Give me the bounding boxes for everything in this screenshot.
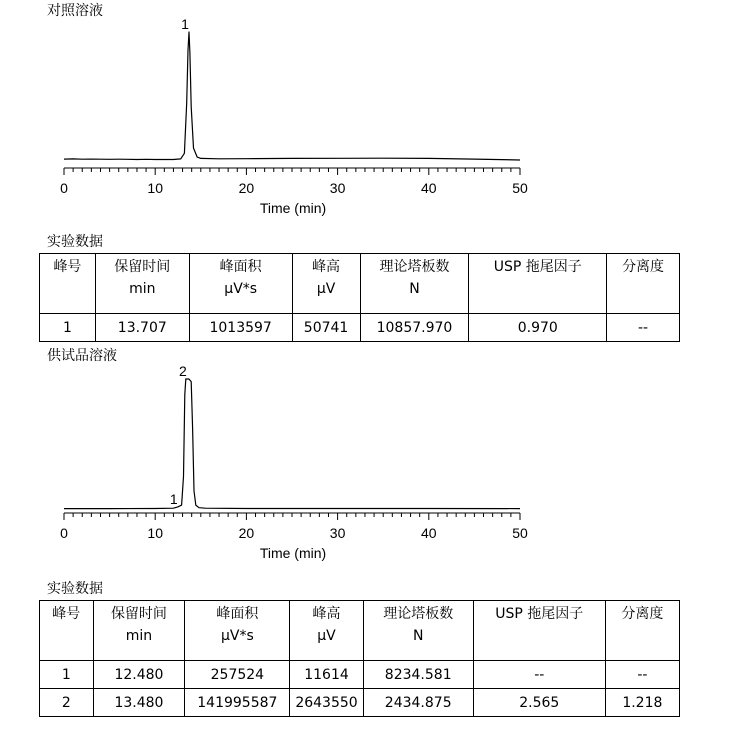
section-1-title: 对照溶液 xyxy=(47,3,103,19)
table-cell: 12.480 xyxy=(93,661,185,689)
column-header-label: 峰面积 xyxy=(216,606,259,622)
table-cell: 1 xyxy=(40,314,96,342)
table-cell: 13.707 xyxy=(95,314,189,342)
table-cell: 141995587 xyxy=(185,689,290,717)
table-cell: 0.970 xyxy=(469,314,607,342)
x-tick-label: 20 xyxy=(238,525,255,541)
column-header-unit: μV xyxy=(317,628,336,644)
column-header xyxy=(360,254,469,314)
x-axis-label: Time (min) xyxy=(259,545,327,561)
x-tick-label: 0 xyxy=(60,180,68,196)
column-header-label: 保留时间 xyxy=(114,259,171,275)
section-1-table-title: 实验数据 xyxy=(47,234,103,250)
chromatogram-sample xyxy=(0,345,737,570)
column-header-label: 峰号 xyxy=(53,259,82,275)
column-header xyxy=(189,254,292,314)
x-tick-label: 50 xyxy=(512,525,528,541)
column-header-unit: min xyxy=(129,281,156,297)
column-header-label: 保留时间 xyxy=(110,606,167,622)
x-tick-label: 50 xyxy=(512,180,528,196)
column-header-unit: μV*s xyxy=(224,281,258,297)
table-cell: 2434.875 xyxy=(363,689,473,717)
table-row xyxy=(40,661,680,689)
column-header-label: 峰高 xyxy=(312,606,341,622)
column-header-unit: N xyxy=(412,628,424,644)
chromatogram-trace xyxy=(64,32,520,160)
table-cell: 1013597 xyxy=(189,314,292,342)
x-tick-label: 30 xyxy=(329,180,346,196)
column-header xyxy=(185,601,290,661)
column-header-unit: μV*s xyxy=(220,628,254,644)
table-cell: -- xyxy=(607,314,680,342)
column-header-label: 理论塔板数 xyxy=(379,259,450,275)
peak-label: 2 xyxy=(179,363,187,379)
x-tick-label: 0 xyxy=(60,525,68,541)
table-cell: 2643550 xyxy=(290,689,363,717)
column-header-unit: min xyxy=(125,628,153,644)
table-cell: 8234.581 xyxy=(363,661,473,689)
section-2-title: 供试品溶液 xyxy=(47,348,117,364)
table-cell: 10857.970 xyxy=(360,314,469,342)
chromatogram-reference xyxy=(0,0,737,225)
column-header-unit: μV xyxy=(316,281,336,297)
table-cell: 1 xyxy=(40,661,94,689)
x-tick-label: 10 xyxy=(147,525,163,541)
peak-label: 1 xyxy=(181,16,189,32)
table-cell: -- xyxy=(473,661,605,689)
column-header xyxy=(40,254,96,314)
column-header-label: USP 拖尾因子 xyxy=(495,606,584,622)
table-cell: 2.565 xyxy=(473,689,605,717)
column-header-unit: N xyxy=(409,281,420,297)
table-cell: 13.480 xyxy=(93,689,185,717)
x-tick-label: 30 xyxy=(329,525,346,541)
column-header-label: 理论塔板数 xyxy=(383,606,454,622)
x-tick-label: 10 xyxy=(147,180,163,196)
results-table-reference xyxy=(39,253,680,342)
x-tick-label: 40 xyxy=(421,180,437,196)
x-tick-label: 40 xyxy=(421,525,437,541)
column-header-label: 峰面积 xyxy=(219,259,262,275)
column-header xyxy=(473,601,605,661)
column-header xyxy=(93,601,185,661)
column-header-label: 分离度 xyxy=(622,259,665,275)
column-header-label: 分离度 xyxy=(621,606,664,622)
x-tick-label: 20 xyxy=(238,180,255,196)
table-row xyxy=(40,689,680,717)
x-axis-label: Time (min) xyxy=(259,200,327,216)
results-table-sample xyxy=(39,600,680,717)
column-header-label: 峰号 xyxy=(52,606,81,622)
table-cell: 2 xyxy=(40,689,94,717)
column-header xyxy=(40,601,94,661)
table-cell: 50741 xyxy=(292,314,360,342)
table-cell: 257524 xyxy=(185,661,290,689)
table-cell: 11614 xyxy=(290,661,363,689)
chromatogram-trace xyxy=(64,379,520,509)
column-header xyxy=(607,254,680,314)
table-cell: 1.218 xyxy=(605,689,679,717)
peak-label: 1 xyxy=(169,490,178,507)
table-row xyxy=(40,314,680,342)
table-cell: -- xyxy=(605,661,679,689)
table-header-row xyxy=(40,601,680,661)
column-header-label: USP 拖尾因子 xyxy=(493,259,582,275)
section-2-table-title: 实验数据 xyxy=(47,581,103,597)
table-header-row xyxy=(40,254,680,314)
column-header xyxy=(95,254,189,314)
column-header xyxy=(292,254,360,314)
column-header-label: 峰高 xyxy=(312,259,341,275)
column-header xyxy=(290,601,363,661)
column-header xyxy=(605,601,679,661)
column-header xyxy=(469,254,607,314)
column-header xyxy=(363,601,473,661)
